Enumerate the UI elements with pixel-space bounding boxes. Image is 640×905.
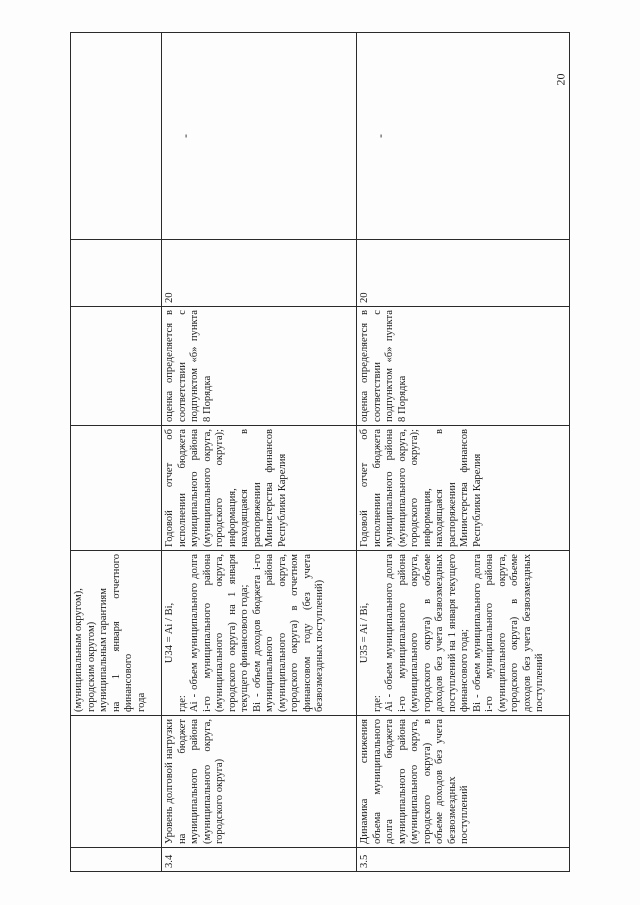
- formula-tail-line: на 1 января отчетного финансового: [110, 554, 134, 712]
- cell-source-empty: [71, 426, 162, 551]
- note-dash: -: [373, 134, 387, 138]
- indicator-rule: оценка определяется в соответствии с подпунктом «б» пункта 8 Порядка: [162, 307, 357, 426]
- formula-def: Bi - объем доходов бюджета i-го муниципального района (муниципального округа, городского округа) в отчетном финансовом году (без учета безвозмездных поступлений): [251, 554, 325, 712]
- indicator-source: Годовой отчет об исполнении бюджета муниципального района (муниципального округа, городского округа); информация, находящаяся в распоряжении Министерства финансов Республики Карелия: [357, 426, 570, 551]
- cell-num-empty: [71, 848, 162, 872]
- indicator-note: [162, 33, 357, 240]
- formula-expression: U34 = Ai / Bi,: [164, 602, 175, 664]
- page-number: 20: [553, 73, 568, 86]
- formula-lead: где:: [176, 695, 188, 712]
- cell-score-empty: [71, 240, 162, 307]
- formula-tail-line: муниципальным гарантиям: [98, 588, 109, 712]
- formula-lead: где:: [371, 695, 383, 712]
- formula-def: Bi - объем муниципального долга i-го муниципального района (муниципального округа, городского округа) в объеме доходов без учета безвозмездных поступлений: [471, 554, 545, 712]
- cell-formula-continuation: [71, 551, 162, 716]
- indicator-formula: [162, 551, 357, 716]
- indicator-score: 20: [162, 240, 357, 307]
- cell-name-empty: [71, 716, 162, 848]
- formula-def: Ai - объем муниципального долга i-го муниципального района (муниципального округа, городского округа) на 1 января текущего финансового года;: [189, 554, 250, 712]
- indicator-source: Годовой отчет об исполнении бюджета муниципального района (муниципального округа, городского округа); информация, находящаяся в распоряжении Министерства финансов Республики Карелия: [162, 426, 357, 551]
- row-number: 3.5: [357, 848, 570, 872]
- rotated-table-wrapper: [70, 32, 570, 872]
- indicator-formula: [357, 551, 570, 716]
- formula-def: Ai - объем муниципального долга i-го муниципального района (муниципального округа, городского округа) в объеме доходов без учета безвозмездных поступлений на 1 января текущего финансового года;: [384, 554, 470, 712]
- indicator-rule: оценка определяется в соответствии с подпунктом «б» пункта 8 Порядка: [357, 307, 570, 426]
- formula-tail-line: городским округом): [85, 621, 97, 712]
- indicator-name: Уровень долговой нагрузки на бюджет муниципального района (муниципального округа, городского округа): [162, 716, 357, 848]
- criteria-table: [70, 32, 570, 872]
- row-number: 3.4: [162, 848, 357, 872]
- cell-note-empty: [71, 33, 162, 240]
- indicator-score: 20: [357, 240, 570, 307]
- cell-rule-empty: [71, 307, 162, 426]
- table-row-3-5: [357, 33, 570, 872]
- formula-tail-line: (муниципальным округом),: [73, 588, 84, 712]
- indicator-name: Динамика снижения объема муниципального долга бюджета муниципального района (муниципального округа, городского округа) в объеме доходов без учета безвозмездных поступлений: [357, 716, 570, 848]
- table-row-3-4: [162, 33, 357, 872]
- indicator-note: [357, 33, 570, 240]
- table-row-continuation: [71, 33, 162, 872]
- formula-tail-line: года: [135, 692, 147, 712]
- formula-expression: U35 = Ai / Bi,: [359, 602, 370, 664]
- note-dash: -: [178, 134, 192, 138]
